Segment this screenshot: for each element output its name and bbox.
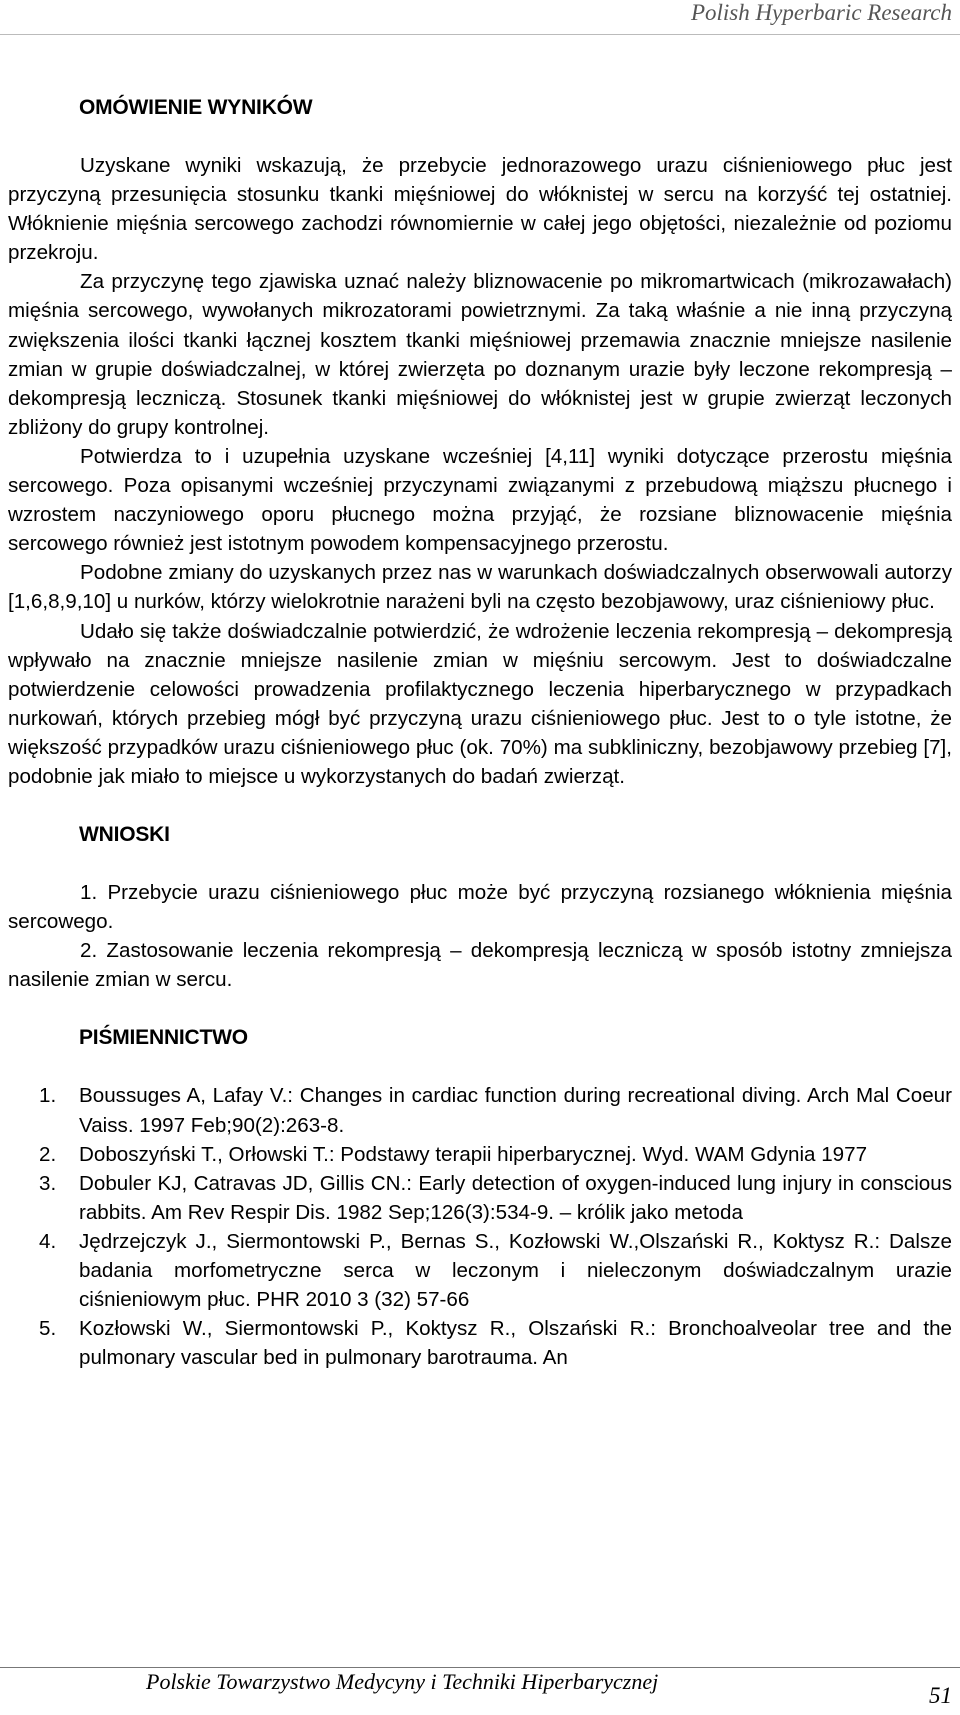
reference-text: Dobuler KJ, Catravas JD, Gillis CN.: Early detection of oxygen-induced lung injury in conscious rabbits. Am Rev Respir Dis. 1982 Sep;126(3):534-9. – królik jako metoda (79, 1171, 952, 1224)
reference-text: Boussuges A, Lafay V.: Changes in cardiac function during recreational diving. Arch Mal Coeur Vaiss. 1997 Feb;90(2):263-8. (79, 1084, 952, 1137)
reference-number: 3. (39, 1171, 57, 1195)
reference-item-1 (8, 1081, 952, 1139)
spacer (8, 849, 952, 878)
references-heading: PIŚMIENNICTWO (79, 1026, 248, 1050)
reference-item-3 (8, 1169, 952, 1227)
discussion-heading: OMÓWIENIE WYNIKÓW (79, 96, 313, 119)
spacer (8, 791, 952, 820)
page-number: 51 (929, 1683, 952, 1708)
spacer (8, 122, 952, 151)
running-header: Polish Hyperbaric Research (690, 0, 952, 25)
header-rule (0, 34, 960, 35)
reference-number: 1. (39, 1084, 57, 1108)
conclusion-item-1: 1. Przebycie urazu ciśnieniowego płuc może być przyczyną rozsianego włóknienia mięśnia sercowego. (8, 881, 952, 934)
reference-item-2 (8, 1140, 952, 1169)
conclusions-heading: WNIOSKI (79, 823, 170, 847)
footer-rule (0, 1667, 960, 1668)
reference-item-5 (8, 1314, 952, 1372)
discussion-paragraph-4: Podobne zmiany do uzyskanych przez nas w warunkach doświadczalnych obserwowali autorzy [1,6,8,9,10] u nurków, którzy wielokrotnie narażeni byli na często bezobjawowy, uraz ciśnieniowy płuc. (8, 561, 952, 614)
reference-number: 5. (39, 1317, 57, 1341)
reference-list (8, 1081, 952, 1372)
conclusion-item-2: 2. Zastosowanie leczenia rekompresją – dekompresją leczniczą w sposób istotny zmniejsza nasilenie zmian w sercu. (8, 939, 952, 992)
spacer (8, 1052, 952, 1081)
reference-text: Kozłowski W., Siermontowski P., Koktysz R., Olszański R.: Bronchoalveolar tree and the pulmonary vascular bed in pulmonary barotrauma. An (79, 1317, 952, 1370)
reference-number: 4. (39, 1229, 57, 1253)
reference-text: Jędrzejczyk J., Siermontowski P., Bernas S., Kozłowski W.,Olszański R., Koktysz R.: Dalsze badania morfometryczne serca w leczonym i nieleczonym doświadczalnym urazie ciśnieniowym płuc. PHR 2010 3 (32) 57-66 (79, 1229, 952, 1312)
spacer (8, 994, 952, 1023)
reference-number: 2. (39, 1142, 57, 1166)
discussion-paragraph-2: Za przyczynę tego zjawiska uznać należy bliznowacenie po mikromartwicach (mikrozawałach) mięśnia sercowego, wywołanych mikrozatorami powietrznymi. Za taką właśnie a nie inną przyczyną zwiększenia ilości tkanki łącznej kosztem tkanki mięśniowej przemawia znacznie mniejsze nasilenie zmian w grupie doświadczalnej, w której zwierzęta po doznanym urazie były leczone rekompresją – dekompresją leczniczą. Stosunek tkanki mięśniowej do włóknistej jest w grupie zwierząt leczonych zbliżony do grupy kontrolnej. (8, 270, 952, 439)
footer-society: Polskie Towarzystwo Medycyny i Techniki Hiperbarycznej (146, 1669, 659, 1694)
reference-text: Doboszyński T., Orłowski T.: Podstawy terapii hiperbarycznej. Wyd. WAM Gdynia 1977 (79, 1142, 868, 1166)
page-content (8, 93, 952, 1372)
discussion-paragraph-1: Uzyskane wyniki wskazują, że przebycie jednorazowego urazu ciśnieniowego płuc jest przyczyną przesunięcia stosunku tkanki mięśniowej do włóknistej w sercu na korzyść tej ostatniej. Włóknienie mięśnia sercowego zachodzi równomiernie w całej jego objętości, niezależnie od poziomu przekroju. (8, 154, 952, 265)
discussion-paragraph-5: Udało się także doświadczalnie potwierdzić, że wdrożenie leczenia rekompresją – dekompresją wpływało na znacznie mniejsze nasilenie zmian w mięśniu sercowym. Jest to doświadczalne potwierdzenie celowości prowadzenia profilaktycznego leczenia hiperbarycznego w przypadkach nurkowań, których przebieg mógł być przyczyną urazu ciśnieniowego płuc. Jest to o tyle istotne, że większość przypadków urazu ciśnieniowego płuc (ok. 70%) ma subkliniczny, bezobjawowy przebieg [7], podobnie jak miało to miejsce u wykorzystanych do badań zwierząt. (8, 619, 952, 788)
discussion-paragraph-3: Potwierdza to i uzupełnia uzyskane wcześniej [4,11] wyniki dotyczące przerostu mięśnia sercowego. Poza opisanymi wcześniej przyczynami związanymi z przebudową miąższu płucnego i wzrostem naczyniowego oporu płucnego można przyjąć, że rozsiane bliznowacenie mięśnia sercowego również jest istotnym powodem kompensacyjnego przerostu. (8, 444, 952, 556)
reference-item-4 (8, 1227, 952, 1314)
